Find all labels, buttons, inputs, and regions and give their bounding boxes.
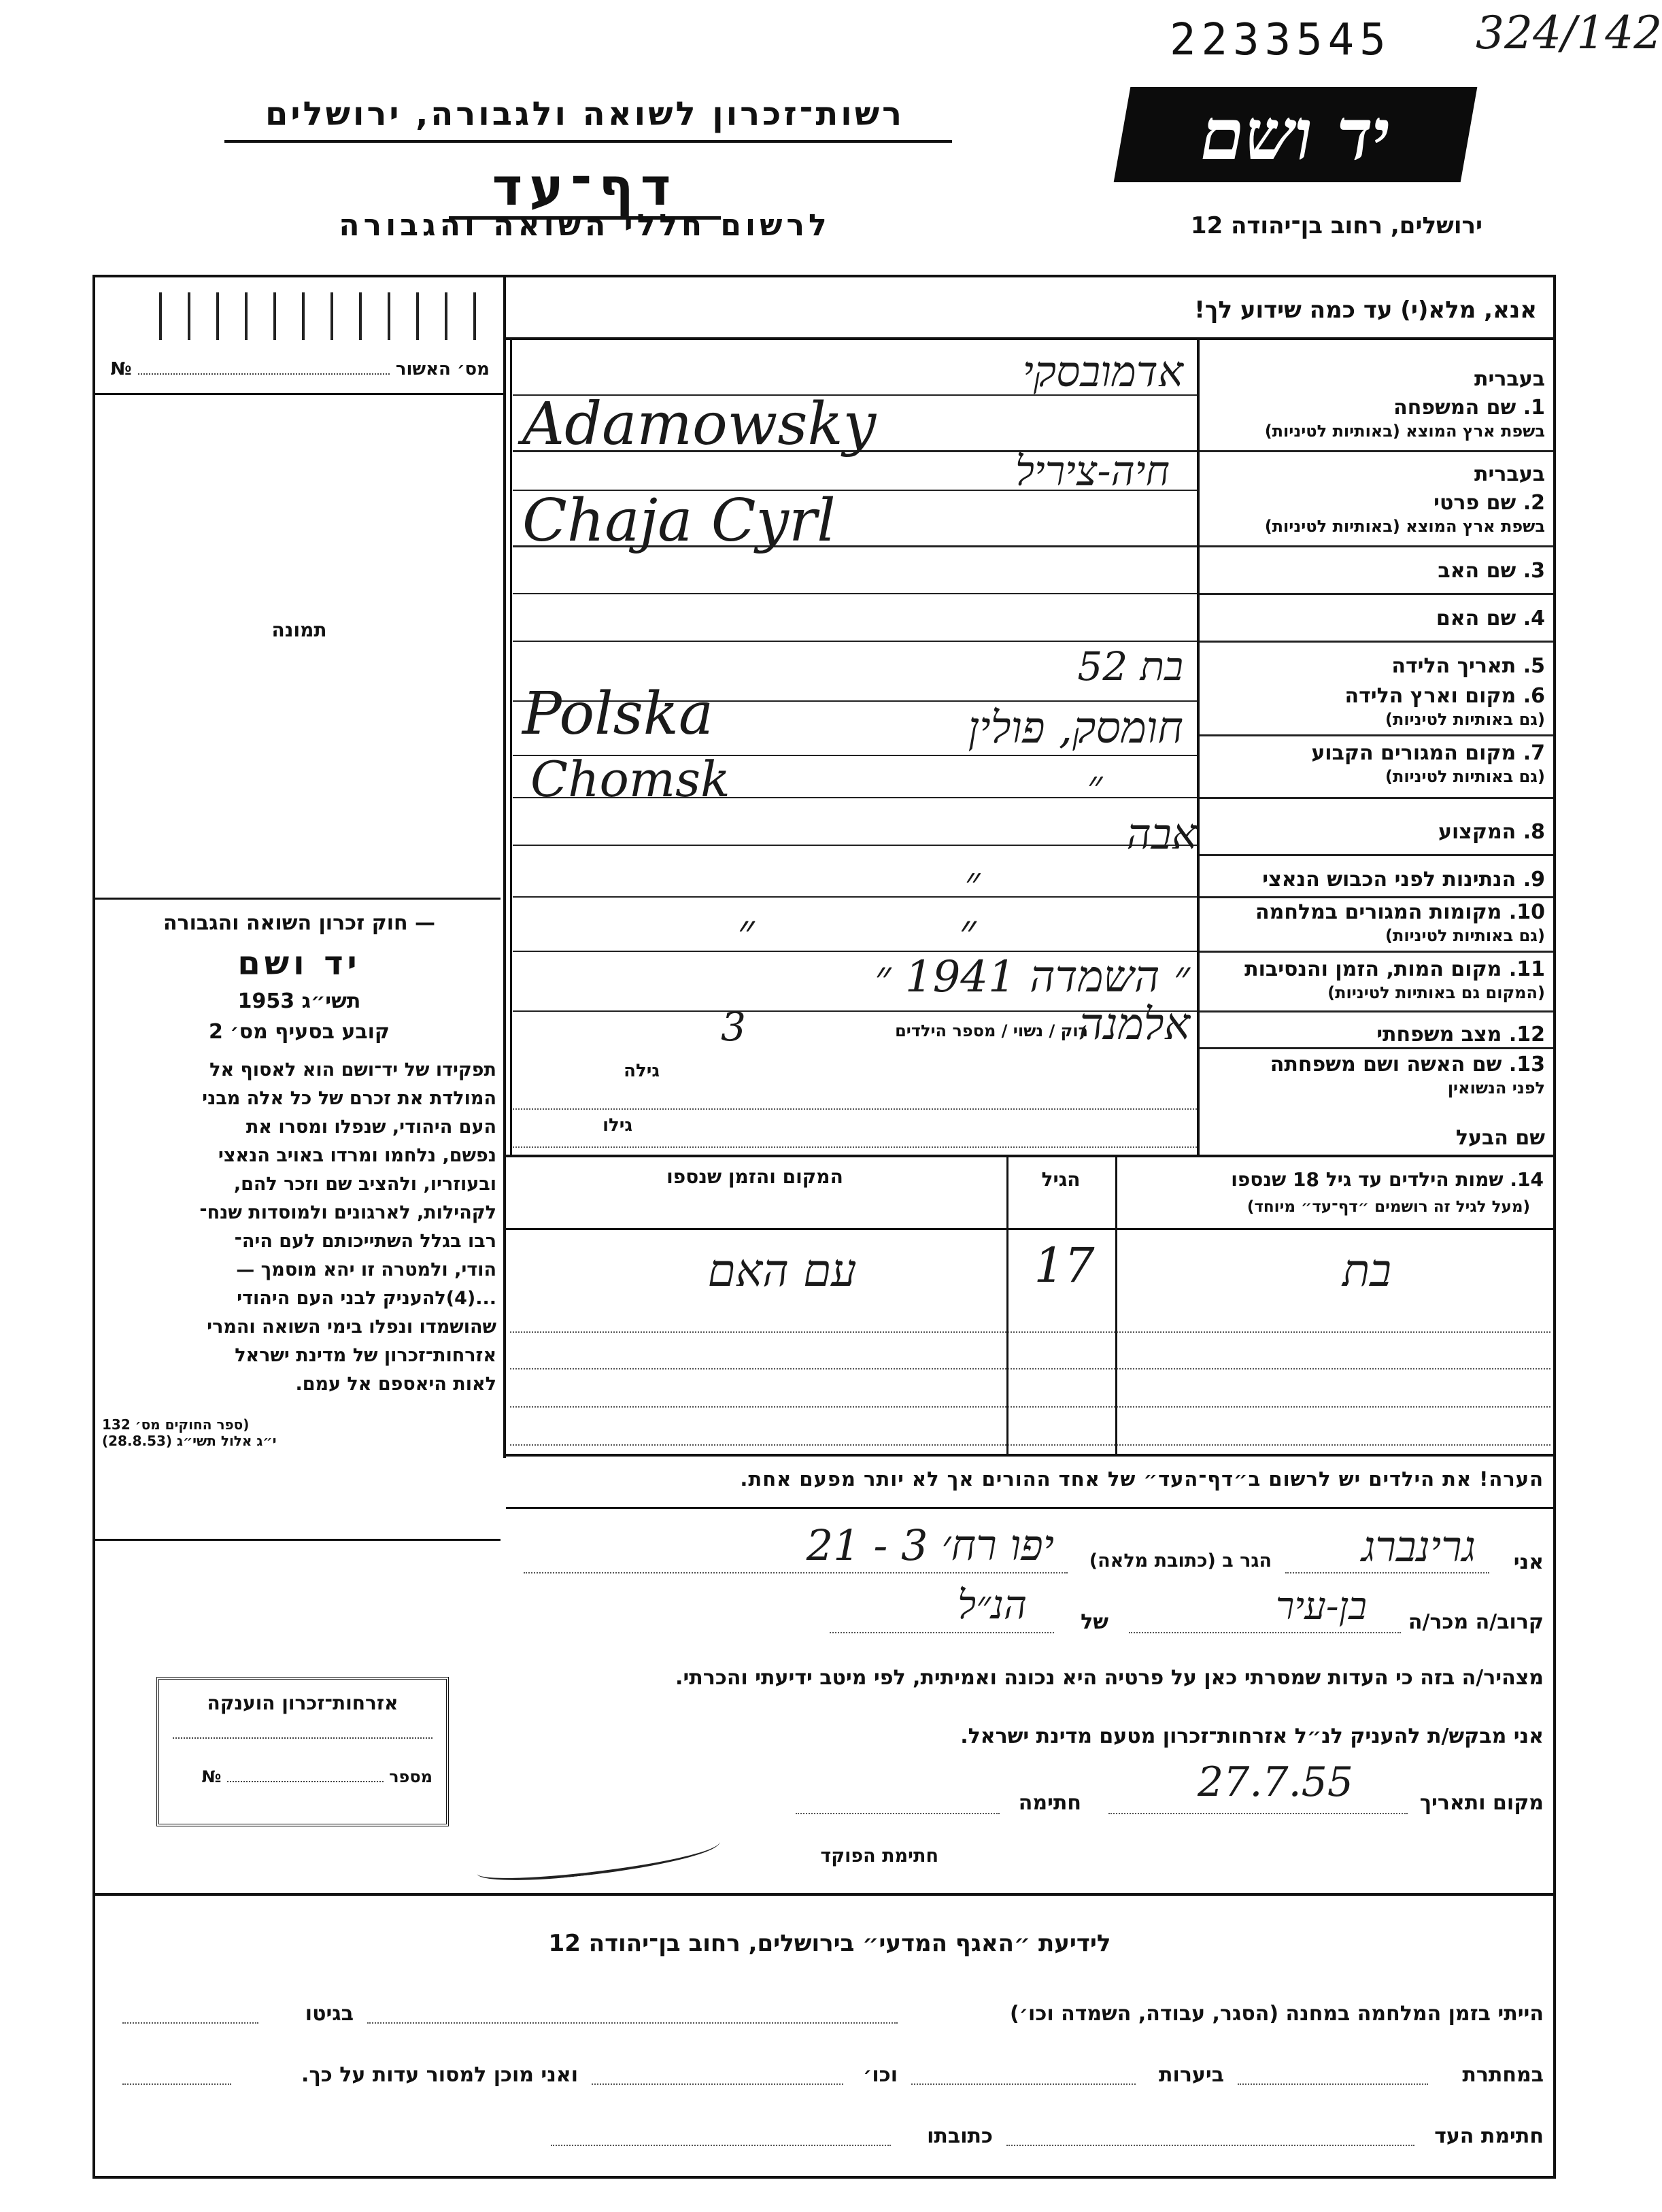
label-husband: שם הבעל: [1455, 1126, 1545, 1150]
entry-child-age: 17: [1034, 1238, 1095, 1293]
entry-birth-place-latin: Polska: [522, 680, 714, 748]
footer-divider: [95, 1893, 1553, 1896]
footer-notice: לידיעת ״האגף המדעי״ בירושלים, רחוב בן־יהודה 12: [548, 1930, 1111, 1957]
cert-number-label: מספר: [389, 1767, 433, 1786]
label-wife-name: 13. שם האשה ושם משפחתה: [1270, 1053, 1545, 1076]
entry-birth-place-hebrew: חומסק, פולין: [968, 703, 1183, 753]
certificate-box: [156, 1677, 449, 1826]
law-line: נפשם, נלחמו ומרדו באויב הנאצי: [218, 1145, 496, 1166]
age-col-header: הגיל: [1041, 1168, 1081, 1191]
wife-age-label: גילה: [624, 1061, 660, 1081]
etc-label: וכו׳: [863, 2063, 898, 2087]
label-residence-sub: (גם באותיות לטיניות): [1385, 767, 1545, 786]
entry-firstname-latin: Chaja Cyrl: [522, 487, 836, 555]
signature-label: חתימה: [1018, 1791, 1081, 1815]
label-firstname-sub: בשפת ארץ המוצא (באותיות לטיניות): [1264, 517, 1545, 536]
i-label: אני: [1513, 1550, 1544, 1574]
law-line: העם היהודי, שנפלו ומסרו את: [245, 1117, 496, 1138]
entry-child-place: עם האם: [707, 1244, 857, 1297]
legal-box-frame: [95, 898, 501, 1541]
place-date-label: מקום ותאריך: [1419, 1791, 1544, 1815]
label-surname-sub: בשפת ארץ המוצא (באותיות לטיניות): [1264, 422, 1545, 441]
entry-children-count: 3: [721, 1004, 746, 1050]
footer-line-3: [116, 2115, 1544, 2156]
children-subheader: (מעל לגיל זה רושמים ״דף־עד״ מיוחד): [1246, 1198, 1530, 1216]
label-row-lines: [1200, 340, 1553, 1156]
entry-left-divider: [510, 340, 512, 1155]
cert-number-suffix: №: [201, 1767, 222, 1786]
citation-1: (ספר החוקים מס׳ 132: [102, 1416, 250, 1433]
entry-residence-hebrew: ״: [1087, 762, 1103, 809]
law-line: רבו בגלל השתייכותם לעם היה־: [234, 1231, 496, 1252]
yad-vashem-logo: [1114, 87, 1478, 182]
entry-nationality: ״: [964, 858, 981, 906]
declarant-address: יפו רח׳ 3 - 21: [806, 1520, 1054, 1570]
certificate-line: [173, 1737, 433, 1739]
footer-line-1: [116, 1992, 1544, 2033]
entry-surname-latin: Adamowsky: [522, 390, 877, 458]
certificate-number: [159, 1767, 446, 1786]
label-death-place-sub: (המקום גם באותיות לטיניות): [1327, 983, 1545, 1002]
cert-number-dots: [227, 1781, 384, 1782]
witness-address-label: כתובתו: [927, 2124, 993, 2148]
address-label: הגר ב (כתובת מלאה): [1089, 1550, 1272, 1571]
place-date-value: 27.7.55: [1197, 1758, 1353, 1806]
declarant-name-row: [517, 1520, 1544, 1580]
law-line: המולדת את זכרם של כל אלה מבני: [202, 1088, 496, 1109]
children-table-top: [506, 1155, 1553, 1157]
law-line: לקהילות, לארגונים ולמוסדות שנח־: [199, 1202, 496, 1223]
of-value: הנ״ל: [957, 1582, 1027, 1628]
officer-signature-label: חתימת הפוקד: [820, 1845, 938, 1867]
entry-war-residence: ״ ״: [737, 904, 977, 957]
entry-child-name: בת: [1342, 1244, 1392, 1297]
entry-marital-status: אלמנה: [1078, 1000, 1190, 1050]
law-line: לאות היאספם אל עמם.: [295, 1374, 496, 1395]
label-wife-name-sub: לפני הנשואין: [1447, 1078, 1545, 1098]
label-hebrew-1: בעברית: [1474, 367, 1545, 391]
label-residence: 7. מקום המגורים הקבוע: [1311, 741, 1545, 765]
cert-no-label: [102, 359, 490, 379]
footer-line-2: [116, 2054, 1544, 2094]
form-title: דף־עד: [492, 156, 678, 217]
relation-value: בן-עיר: [1275, 1584, 1367, 1629]
sidebar-divider: [503, 275, 506, 1458]
of-label: של: [1081, 1610, 1108, 1634]
law-line: ...(4)להעניק לבני העם היהודי: [237, 1288, 496, 1309]
cert-divider: [95, 393, 503, 395]
entry-residence-latin: Chomsk: [530, 751, 730, 808]
form-subtitle: לרשום חללי השואה והגבורה: [339, 208, 831, 243]
entry-profession: אבה: [1126, 809, 1197, 859]
label-birth-place-sub: (גם באותיות לטיניות): [1385, 710, 1545, 729]
label-firstname: 2. שם פרטי: [1434, 491, 1545, 515]
handwritten-code: 324/142: [1476, 7, 1662, 59]
label-hebrew-2: בעברית: [1474, 462, 1545, 486]
signature-row: [517, 1758, 1544, 1816]
label-war-residence: 10. מקומות המגורים במלחמה: [1255, 900, 1545, 924]
declarant-name: גרינברג: [1361, 1522, 1476, 1571]
entry-firstname-hebrew: חיה-ציריל: [1015, 447, 1170, 495]
label-death-place: 11. מקום המות, הזמן והנסיבות: [1244, 957, 1545, 981]
officer-signature-row: [517, 1828, 1544, 1875]
husband-age-label: גילו: [603, 1115, 632, 1136]
label-profession: 8. המקצוע: [1438, 820, 1545, 844]
label-birth-date: 5. תאריך הלידה: [1391, 654, 1545, 678]
label-surname: 1. שם המשפחה: [1393, 396, 1545, 420]
law-line: אזרחות־זכרון של מדינת ישראל: [235, 1345, 496, 1366]
marital-options: רוק / נשוי / מספר הילדים: [895, 1021, 1088, 1040]
cert-no-dots: [138, 373, 390, 375]
authority-underline: [224, 140, 952, 143]
label-mother: 4. שם האם: [1436, 607, 1545, 630]
witness-signature-label: חתימת העד: [1434, 2124, 1544, 2148]
address: ירושלים, רחוב בן־יהודה 12: [1190, 212, 1482, 239]
declaration-text: מצהיר/ה בזה כי העדות שמסרתי כאן על פרטיה היא נכונה ואמיתית, לפי מיטב ידיעתי והכרתי.: [675, 1666, 1544, 1690]
underground-label: במחתרת: [1462, 2063, 1544, 2087]
place-col-header: המקום והזמן שנספו: [666, 1165, 843, 1188]
label-nationality: 9. הנתינות לפני הכבוש הנאצי: [1262, 868, 1545, 891]
photo-label: תמונה: [271, 619, 327, 641]
logo-text: יד ושם: [1193, 92, 1398, 176]
note-bottom: [506, 1507, 1553, 1509]
label-birth-place: 6. מקום וארץ הלידה: [1344, 684, 1545, 708]
authority-name: רשות־זכרון לשואה ולגבורה, ירושלים: [265, 95, 905, 133]
entry-surname-hebrew: אדמובסקי: [1022, 347, 1183, 396]
note-top: [506, 1454, 1553, 1457]
request-text: אני מבקש/ת להעניק לנ״ל אזרחות־זכרון מטעם מדינת ישראל.: [960, 1724, 1544, 1748]
entry-birth-date: בת 52: [1077, 643, 1183, 690]
cert-no-text: מס׳ האשור: [395, 359, 490, 379]
cert-no-suffix: №: [110, 359, 132, 379]
relation-label: קרוב/ה מכר/ה: [1408, 1610, 1544, 1634]
entry-death-place: ״ השמדה 1941 ״: [875, 952, 1190, 1002]
ready-label: ואני מוכן למסור עדות על כך.: [301, 2063, 578, 2087]
note-text: הערה! את הילדים יש לרשום ב״דף־העד״ של אחד ההורים אך לא יותר מפעם אחת.: [740, 1467, 1544, 1491]
label-war-residence-sub: (גם באותיות לטיניות): [1385, 926, 1545, 945]
citation-2: י״ג אלול תשי״ג (28.8.53): [102, 1433, 277, 1449]
label-father: 3. שם האב: [1438, 559, 1545, 583]
law-line: שהושמדו ונפלו בימי השואה והמרי: [207, 1316, 496, 1338]
yad-vashem-title: יד ושם: [237, 945, 361, 983]
instruction: אנא, מלא(י) עד כמה שידוע לך!: [1194, 296, 1537, 324]
law-year: תשי״ג 1953: [237, 989, 361, 1013]
law-line: ובעוזריו, ולהציב שם וזכר להם,: [233, 1174, 496, 1195]
certificate-title: אזרחות־זכרון הוענקה: [207, 1692, 398, 1714]
serial-number: 2233545: [1170, 15, 1391, 65]
law-line: הודי, ולמטרה זו יהא מוסמך —: [236, 1259, 496, 1280]
law-clause: קובע בסעיף מס׳ 2: [208, 1020, 390, 1044]
law-line: תפקידו של יד־ושם הוא לאסוף אל: [209, 1059, 496, 1081]
cert-ticks: [159, 292, 495, 340]
forests-label: ביערות: [1159, 2063, 1224, 2087]
label-marital: 12. מצב משפחתי: [1376, 1023, 1545, 1047]
footer-camp-label: הייתי בזמן המלחמה במחנה (הסגר, עבודה, השמדה וכו׳): [1010, 2002, 1544, 2026]
declarant-relation-row: [517, 1582, 1544, 1639]
children-header: 14. שמות הילדים עד גיל 18 שנספו: [1231, 1168, 1544, 1191]
ghetto-label: בגיטו: [305, 2002, 354, 2026]
law-title: — חוק זכרון השואה והגבורה: [163, 911, 436, 935]
